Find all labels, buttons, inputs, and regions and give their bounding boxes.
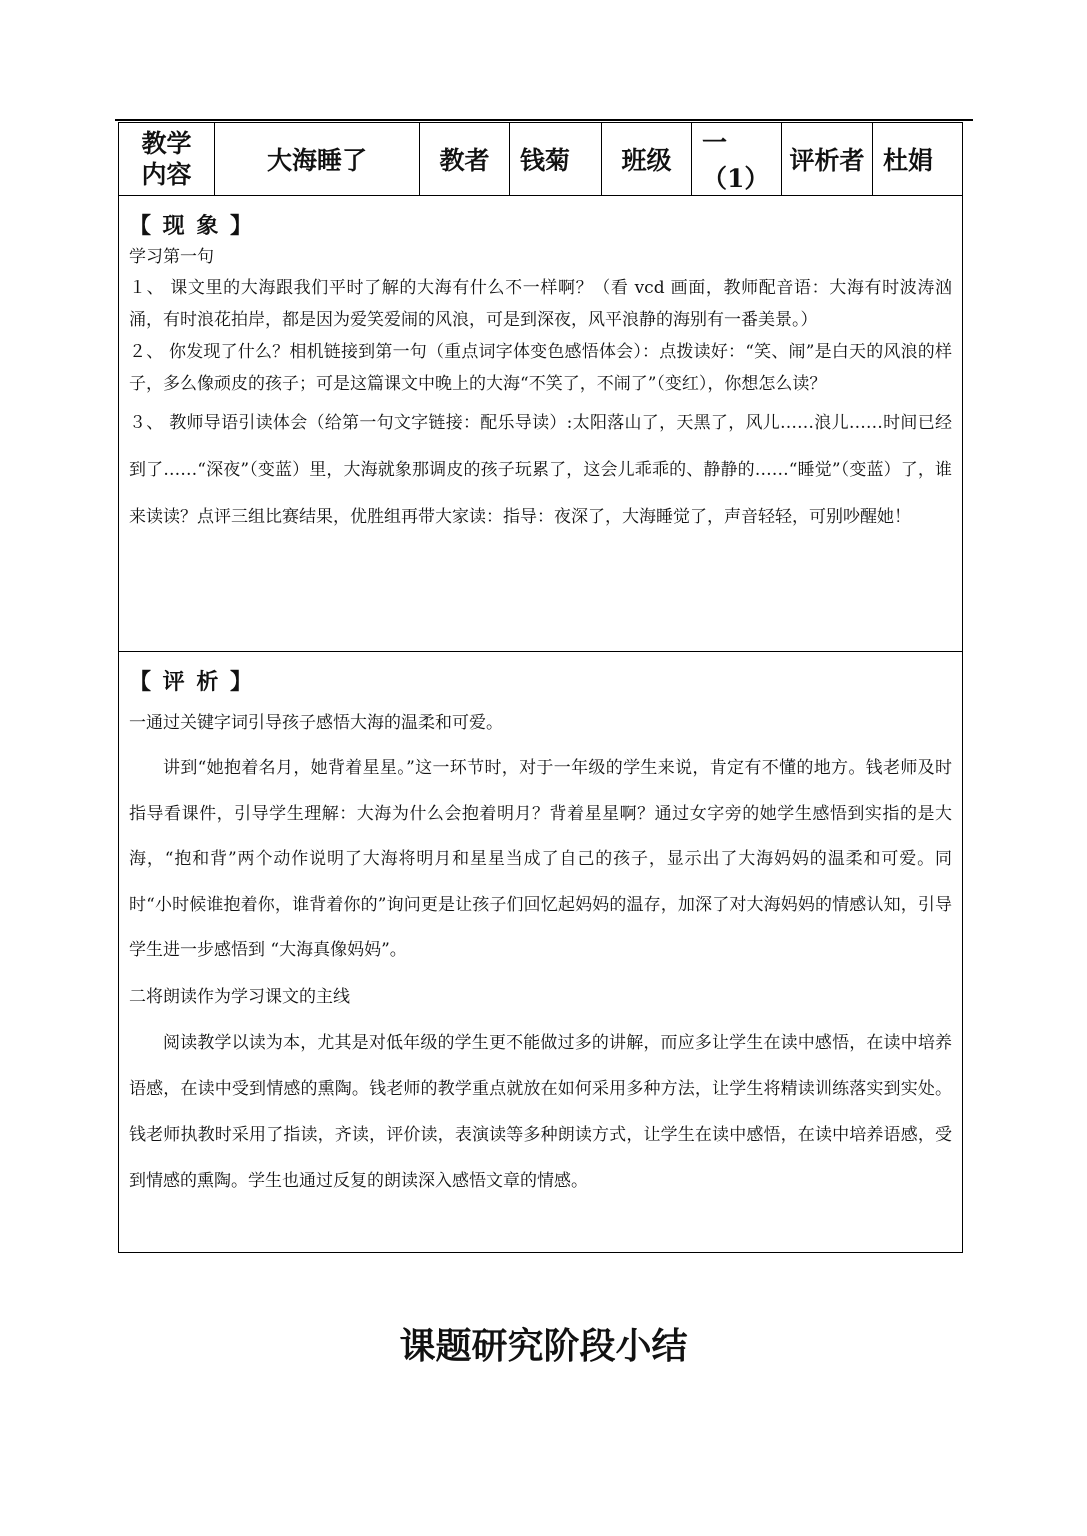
phenomenon-row <box>119 196 963 652</box>
label-teacher: 教者 <box>420 123 510 196</box>
analysis-point-1-title: 一通过关键字词引导孩子感悟大海的温柔和可爱。 <box>129 713 503 733</box>
phenomenon-item-2: ２、 你发现了什么？相机链接到第一句（重点词字体变色感悟体会）：点拨读好：“笑、闹”是白天的风浪的样子，多么像顽皮的孩子；可是这篇课文中晚上的大海“不笑了，不闹了”（变红），你想怎么读？ <box>129 342 952 394</box>
label-reviewer: 评析者 <box>782 123 873 196</box>
analysis-point-2-body: 阅读教学以读为本，尤其是对低年级的学生更不能做过多的讲解，而应多让学生在读中感悟，在读中培养语感，在读中受到情感的熏陶。钱老师的教学重点就放在如何采用多种方法，让学生将精读训练落实到实处。钱老师执教时采用了指读，齐读，评价读，表演读等多种朗读方式，让学生在读中感悟，在读中培养语感，受到情感的熏陶。学生也通过反复的朗读深入感悟文章的情感。 <box>129 1032 952 1191</box>
analysis-point-2-title: 二将朗读作为学习课文的主线 <box>129 986 350 1007</box>
lesson-title: 大海睡了 <box>215 123 420 196</box>
label-content: 教学 内容 <box>119 123 215 196</box>
label-class: 班级 <box>602 123 692 196</box>
teacher-name: 钱菊 <box>510 123 602 196</box>
analysis-point-1-body: 讲到“她抱着名月，她背着星星。”这一环节时，对于一年级的学生来说，肯定有不懂的地方。钱老师及时指导看课件，引导学生理解：大海为什么会抱着明月？背着星星啊？通过女字旁的她学生感悟到实指的是大海，“抱和背”两个动作说明了大海将明月和星星当成了自己的孩子，显示出了大海妈妈的温柔和可爱。同时“小时候谁抱着你，谁背着你的”询问更是让孩子们回忆起妈妈的温存，加深了对大海妈妈的情感认知，引导学生进一步感悟到 “大海真像妈妈”。 <box>129 758 952 960</box>
phenomenon-item-3: ３、 教师导语引读体会（给第一句文字链接：配乐导读）:太阳落山了，天黑了，风儿……浪儿……时间已经到了……“深夜”（变蓝）里，大海就象那调皮的孩子玩累了，这会儿乖乖的、静静的……“睡觉”（变蓝）了，谁来读读？点评三组比赛结果，优胜组再带大家读：指导：夜深了，大海睡觉了，声音轻轻，可别吵醒她！ <box>129 413 952 527</box>
phenomenon-title: 【 现 象 】 <box>129 213 254 239</box>
top-rule <box>115 119 973 121</box>
lesson-review-table <box>118 122 963 1253</box>
phenomenon-item-1: １、 课文里的大海跟我们平时了解的大海有什么不一样啊？（看 vcd 画面，教师配音语：大海有时波涛汹涌，有时浪花拍岸，都是因为爱笑爱闹的风浪，可是到深夜，风平浪静的海别有一番美景。） <box>129 278 952 330</box>
reviewer-name: 杜娟 <box>873 123 963 196</box>
analysis-title: 【 评 析 】 <box>129 669 254 695</box>
header-row <box>119 123 963 196</box>
phenomenon-section <box>119 196 963 652</box>
analysis-section <box>119 652 963 1253</box>
phenomenon-subtitle: 学习第一句 <box>129 247 214 267</box>
class-name: 一（1） <box>692 123 782 196</box>
analysis-row <box>119 652 963 1253</box>
page-heading: 课题研究阶段小结 <box>399 1325 688 1367</box>
